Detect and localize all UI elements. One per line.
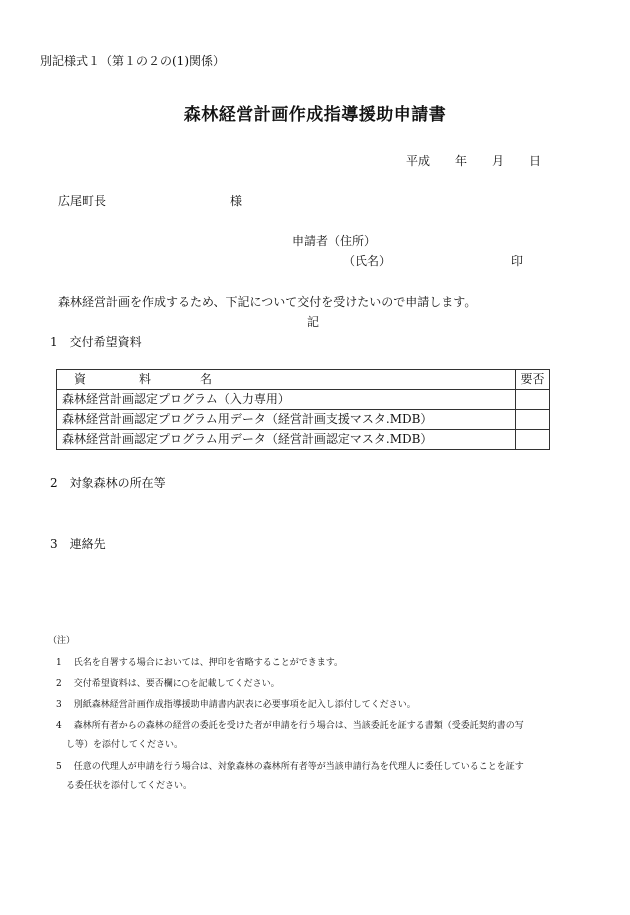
table-row: [57, 430, 550, 450]
notes-label: （注）: [48, 636, 76, 646]
addressee-name: 広尾町長: [58, 194, 107, 208]
applicant-name-label: （氏名）: [343, 254, 392, 268]
header-char-3: 名: [200, 372, 213, 386]
header-name-cell: [57, 370, 516, 390]
material-name: 森林経営計画認定プログラム用データ（経営計画支援マスタ.MDB）: [57, 410, 516, 430]
table-row: [57, 410, 550, 430]
date-month: 月: [492, 154, 505, 168]
note-text: 交付希望資料は、要否欄に○を記載してください。: [73, 679, 280, 689]
header-char-2: 料: [139, 372, 152, 386]
note-number: 5: [56, 762, 62, 772]
note-number: 2: [56, 679, 62, 689]
table-row: [57, 390, 550, 410]
section3-heading: 3 連絡先: [50, 537, 106, 551]
note-number: 4: [56, 721, 62, 731]
material-yn-cell[interactable]: [516, 410, 550, 430]
section2-heading: 2 対象森林の所在等: [50, 476, 166, 490]
header-yn-cell: 要否: [516, 370, 550, 390]
note-text: 森林所有者からの森林の経営の委託を受けた者が申請を行う場合は、当該委託を証する書類（受委託契約書の写: [73, 721, 524, 731]
header-char-1: 資: [74, 372, 87, 386]
material-yn-cell[interactable]: [516, 430, 550, 450]
form-label: 別記様式１（第１の２の(1)関係）: [40, 54, 225, 68]
note-item: [56, 697, 416, 710]
note-number: 1: [56, 658, 62, 668]
intro-text: 森林経営計画を作成するため、下記について交付を受けたいので申請します。: [58, 295, 477, 309]
table-header-row: [57, 370, 550, 390]
section1-heading: 1 交付希望資料: [50, 335, 142, 349]
note-item: [56, 718, 524, 731]
note-continuation: る委任状を添付してください。: [66, 781, 193, 791]
material-name: 森林経営計画認定プログラム用データ（経営計画認定マスタ.MDB）: [57, 430, 516, 450]
material-yn-cell[interactable]: [516, 390, 550, 410]
note-item: [56, 655, 343, 668]
note-number: 3: [56, 700, 62, 710]
note-item: [56, 676, 280, 689]
note-item: [56, 759, 524, 772]
ki-label: 記: [307, 315, 320, 329]
note-text: 氏名を自署する場合においては、押印を省略することができます。: [73, 658, 344, 668]
note-text: 別紙森林経営計画作成指導援助申請書内訳表に必要事項を記入し添付してください。: [73, 700, 416, 710]
material-name: 森林経営計画認定プログラム（入力専用）: [57, 390, 516, 410]
document-title: 森林経営計画作成指導援助申請書: [183, 105, 447, 125]
applicant-address-label: 申請者（住所）: [292, 234, 377, 248]
date-year: 年: [455, 154, 468, 168]
date-day: 日: [529, 154, 542, 168]
note-continuation: し等）を添付してください。: [66, 740, 184, 750]
note-text: 任意の代理人が申請を行う場合は、対象森林の森林所有者等が当該申請行為を代理人に委任していることを証す: [73, 762, 524, 772]
addressee-honorific: 様: [230, 194, 243, 208]
date-era: 平成: [406, 154, 431, 168]
materials-table: [56, 369, 550, 450]
seal-mark: 印: [511, 254, 524, 268]
